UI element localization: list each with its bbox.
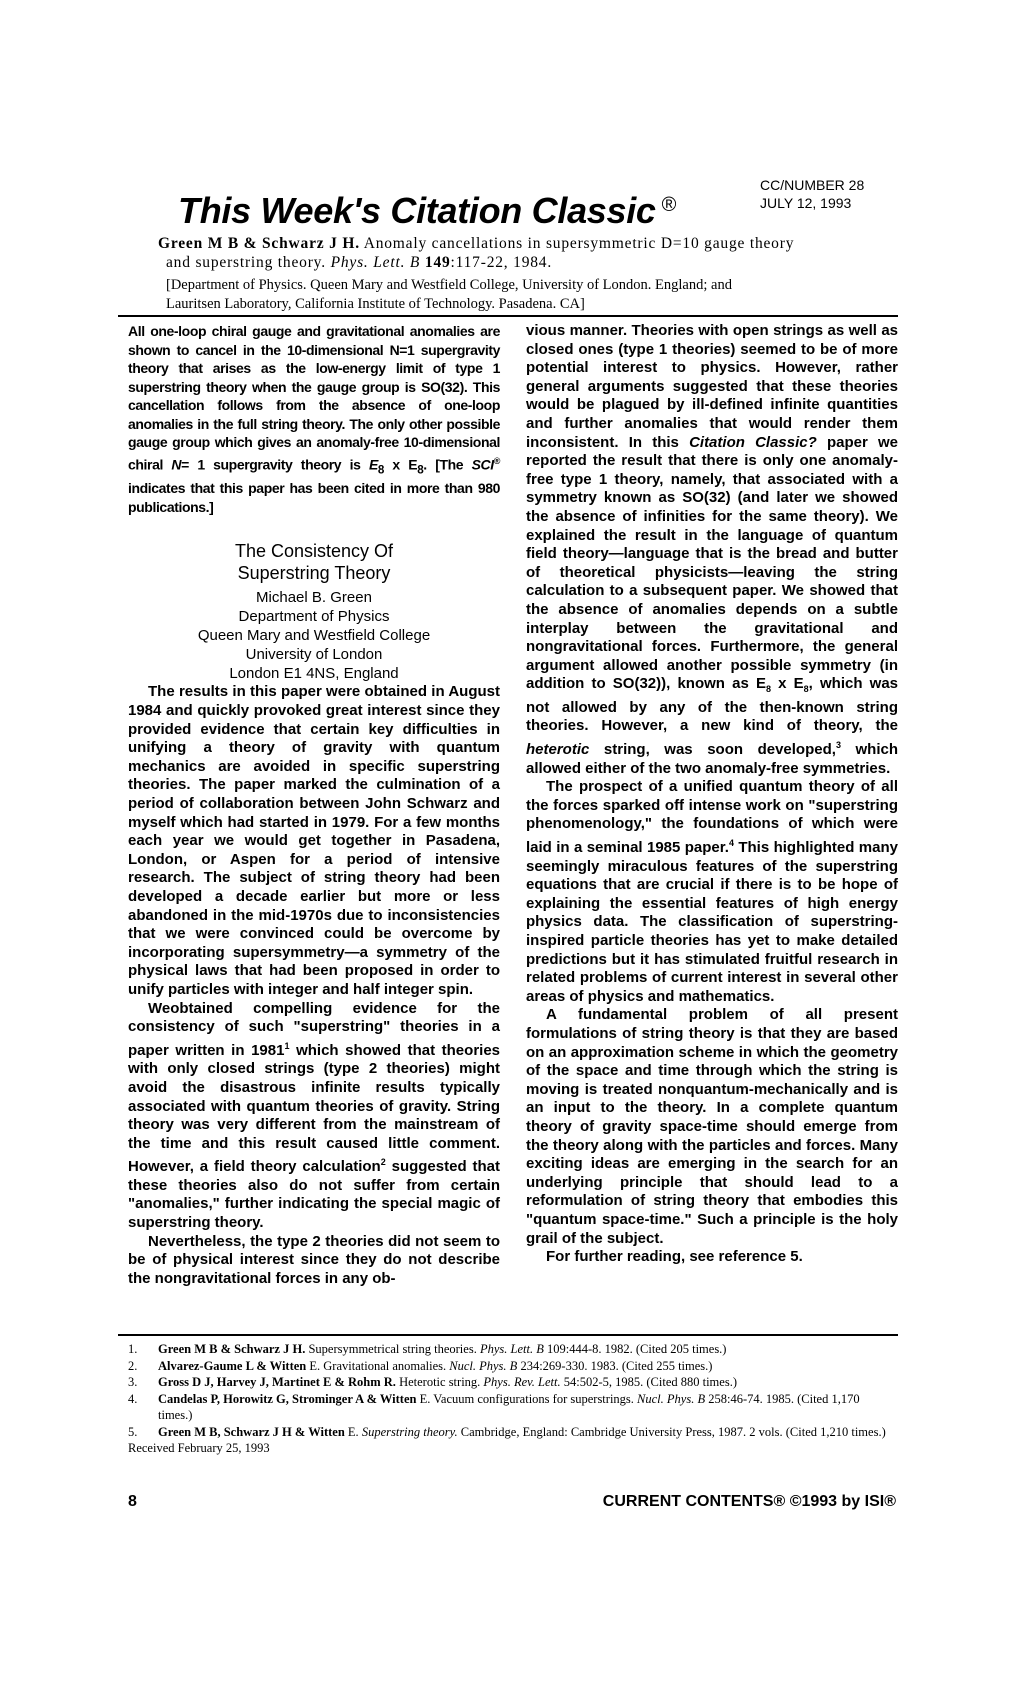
essay-paragraph-4: The prospect of a unified quantum theory of all the forces sparked off intense work on "superstring phenomenology," the foundations of which were laid in a seminal 1985 paper.$^4$ This highlighted many seemingly miraculous features of the superstring equations that are crucial if there is to be hope of explaining the essential features of high energy physics data. The classification of superstring-inspired particle theories has yet to make detailed predictions but it has stimulated fruitful research in related problems of current interest in several other areas of physics and mathematics. <box>526 778 898 1005</box>
issue-number: CC/NUMBER 28 <box>760 177 865 193</box>
received-date: Received February 25, 1993 <box>128 1441 270 1455</box>
reference-item: 2. Alvarez-Gaume L & Witten E. Gravitational anomalies. Nucl. Phys. B 234:269-330. 1983. (Cited 255 times.) <box>128 1358 713 1373</box>
reference-item: 4. Candelas P, Horowitz G, Strominger A & Witten E. Vacuum configurations for superstrings. Nucl. Phys. B 258:46-74. 1985. (Cited 1,170 times.) <box>128 1391 860 1422</box>
reference-item: 5. Green M B, Schwarz J H & Witten E. Superstring theory. Cambridge, England: Cambridge University Press, 1987. 2 vols. (Cited 1,210 times.) <box>128 1424 886 1439</box>
essay-paragraph-3-cont: vious manner. Theories with open strings as well as closed ones (type 1 theories) seemed to be of more potential interest to physics. However, rather general arguments suggested that these theories would be plagued by ill-defined infinite quantities and further anomalies that would render them inconsistent. In this Citation Classic? paper we reported the result that there is only one anomaly-free type 1 theory, namely, that associated with a symmetry known as SO(32) (and later we showed the absence of infinities for the same theory). We explained the result in the language of quantum field theory—language that is the bread and butter of theoretical physicists—leaving the string calculation to a subsequent paper. We showed that the absence of anomalies depends on a subtle interplay between the gravitational and nongravitational forces. Furthermore, the general argument allowed another possible symmetry (in addition to SO(32)), known as $E_8$ x $E_8$, which was not allowed by any of the then-known string theories. However, a new kind of theory, the heterotic string, was soon developed,$^3$ which allowed either of the two anomaly-free symmetries. <box>526 322 899 777</box>
citation-line-2 <box>158 253 858 272</box>
author-city: London E1 4NS, England <box>229 665 399 683</box>
essay-paragraph-1: The results in this paper were obtained in August 1984 and quickly provoked great interest since they provided evidence that certain key difficulties in unifying a theory of gravity with quantum mechanics are avoided in specific superstring theories. The paper marked the culmination of a period of collaboration between John Schwarz and myself which had started in 1979. For a few months each year we would get together in Pasadena, London, or Aspen for a period of intensive research. The subject of string theory had been developed a decade earlier but more or less abandoned in the mid-1970s due to inconsistencies that we were convinced could be overcome by incorporating supersymmetry—a symmetry of the physical laws that had been proposed in order to unify particles with integer and half integer spin. <box>128 683 500 998</box>
citation-volume: 149 <box>424 254 451 271</box>
citation-pages: :117-22, 1984. <box>450 254 553 271</box>
page-title <box>178 190 676 232</box>
citation-title-2: and superstring theory. <box>166 254 326 271</box>
citation-title: Anomaly cancellations in supersymmetric D=10 gauge theory <box>363 235 795 252</box>
citation-journal: Phys. Lett. B <box>330 254 421 271</box>
citation-authors: Green M B & Schwarz J H. <box>158 235 360 252</box>
further-reading: For further reading, see reference 5. <box>546 1248 803 1266</box>
references <box>128 1341 888 1457</box>
issue-info <box>760 176 864 212</box>
reference-item: 1. Green M B & Schwarz J H. Supersymmetrical string theories. Phys. Lett. B 109:444-8. 1982. (Cited 205 times.) <box>128 1342 727 1356</box>
affiliation <box>166 276 866 314</box>
essay-title: The Consistency Of Superstring Theory <box>234 541 394 584</box>
essay-paragraph-2: Weobtained compelling evidence for the consistency of such "superstring" theories in a paper written in 1981$^1$ which showed that theories with only closed strings (type 2 theories) might avoid the disastrous infinite results typically associated with quantum theories of gravity. String theory was very different from the mainstream of the time and this result caused little comment. However, a field theory calculation$^2$ suggested that these theories also do not suffer from certain "anomalies," further indicating the special magic of superstring theory. <box>128 999 501 1232</box>
page-number: 8 <box>128 1493 137 1510</box>
author-dept: Department of Physics <box>238 608 390 626</box>
left-column <box>128 322 500 1288</box>
reference-item: 3. Gross D J, Harvey J, Martinet E & Rohm R. Heterotic string. Phys. Rev. Lett. 54:502-5, 1985. (Cited 880 times.) <box>128 1375 737 1389</box>
affiliation-line-1: [Department of Physics. Queen Mary and Westfield College, University of London. England; and <box>166 277 732 293</box>
author-name: Michael B. Green <box>256 589 372 607</box>
essay-paragraph-5: A fundamental problem of all present formulations of string theory is that they are based on an approximation scheme in which the geometry of the space and time through which the string is moving is treated nonquantum-mechanically and is an input to the theory. In a complete quantum theory of gravity space-time should emerge from the theory along with the particles and forces. Many exciting ideas are emerging in the search for an underlying principle that should lead to a reformulation of string theory that embodies this "quantum space-time." Such a principle is the holy grail of the subject. <box>526 1006 898 1247</box>
copyright: CURRENT CONTENTS® ©1993 by ISI® <box>602 1493 896 1510</box>
header-rule <box>118 315 898 317</box>
issue-date: JULY 12, 1993 <box>760 195 852 211</box>
page-title-text: This Week's Citation Classic <box>178 190 656 231</box>
essay-paragraph-3-start: Nevertheless, the type 2 theories did not seem to be of physical interest since they do not describe the nongravitational forces in any ob- <box>128 1232 500 1287</box>
author-univ: University of London <box>245 646 383 664</box>
registered-mark: ® <box>661 194 677 216</box>
author-block <box>128 588 500 683</box>
citation-line-1 <box>158 234 858 253</box>
right-column <box>526 322 898 1267</box>
affiliation-line-2: Lauritsen Laboratory, California Institute of Technology. Pasadena. CA] <box>166 296 585 312</box>
citation <box>158 234 858 272</box>
author-college: Queen Mary and Westfield College <box>197 627 431 645</box>
abstract: All one-loop chiral gauge and gravitational anomalies are shown to cancel in the 10-dimensional N=1 supergravity theory that arises as the low-energy limit of type 1 superstring theory when the gauge group is SO(32). This cancellation follows from the absence of one-loop anomalies in the full string theory. The only other possible gauge group which gives an anomaly-free 10-dimensional chiral N= 1 supergravity theory is $E_8$ x $E_8$. [The SCI® indicates that this paper has been cited in more than 980 publications.] <box>128 323 500 515</box>
references-rule <box>118 1334 898 1336</box>
